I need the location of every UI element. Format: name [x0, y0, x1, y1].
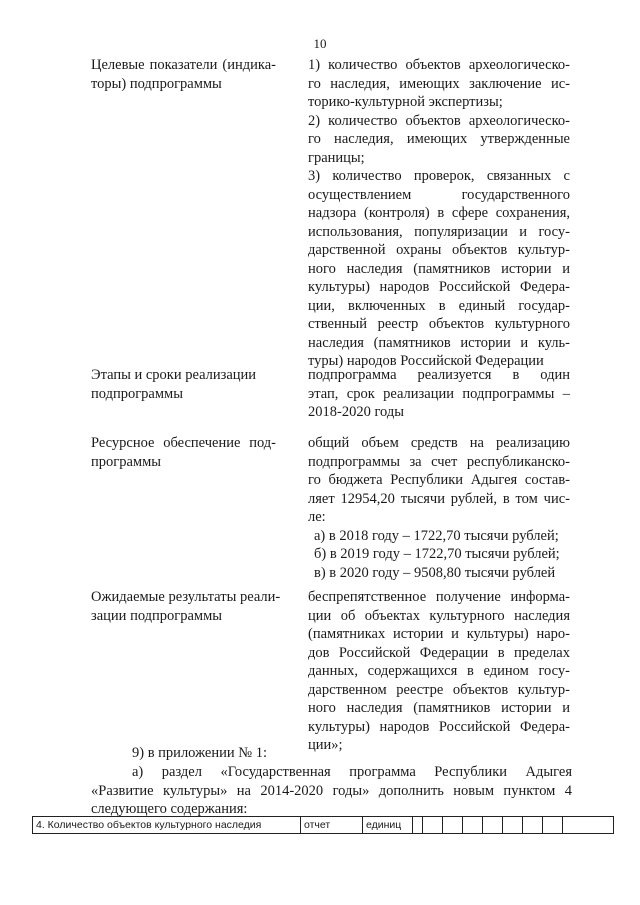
value-line: надзора (контроля) в сфере сохранения,	[308, 205, 570, 221]
paragraph-line: «Развитие культуры» на 2014-2020 годы» дополнить новым пунктом 4	[91, 782, 572, 799]
value-line: дов Российской Федерации в пределах	[308, 644, 570, 661]
table-cell-empty	[563, 817, 591, 833]
value-line: а) в 2018 году – 1722,70 тысячи рублей;	[314, 527, 559, 544]
section-value-target-indicators	[308, 56, 570, 371]
value-line: данных, содержащихся в едином госу-	[308, 663, 570, 679]
value-line: границы;	[308, 149, 365, 166]
table-cell-empty	[503, 817, 523, 833]
table-cell-empty	[443, 817, 463, 833]
value-line: подпрограмма реализуется в один	[308, 367, 570, 383]
label-line: подпрограммы	[91, 385, 183, 402]
value-line: 1) количество объектов археологическо-	[308, 57, 570, 73]
label-line: Этапы и сроки реализации	[91, 367, 257, 383]
table-cell-empty	[463, 817, 483, 833]
value-line: го бюджета Республики Адыгея состав-	[308, 472, 570, 488]
section-label-target-indicators	[91, 56, 276, 93]
value-line: туры) народов Российской Федерации	[308, 353, 544, 369]
paragraph-a	[91, 763, 572, 819]
value-line: культуры) народов Российской Федера-	[308, 718, 570, 735]
value-line: ле:	[308, 509, 326, 525]
value-line: дарственной охраны объектов культур-	[308, 242, 570, 258]
table-cell-unit: единиц	[363, 817, 413, 833]
value-line: ции»;	[308, 737, 343, 753]
table-cell-empty	[523, 817, 543, 833]
value-line: дарственном реестре объектов культур-	[308, 681, 570, 698]
value-line: го наследия, имеющих утвержденные	[308, 131, 570, 147]
label-line: Целевые показатели (индика-	[91, 57, 276, 73]
value-line: культуры) народов Российской Федера-	[308, 279, 570, 295]
label-line: торы) подпрограммы	[91, 75, 222, 92]
table-cell-empty	[543, 817, 563, 833]
value-line: этап, срок реализации подпрограммы –	[308, 385, 570, 402]
value-line: наследия (памятников истории и куль-	[308, 334, 570, 351]
value-line: 2018-2020 годы	[308, 404, 404, 420]
value-line: ции, включенных в единый государ-	[308, 297, 570, 314]
value-line: подпрограммы за счет республиканско-	[308, 453, 570, 470]
table-row	[32, 816, 614, 834]
table-cell-name: 4. Количество объектов культурного наследия	[33, 817, 301, 833]
table-cell-empty	[413, 817, 423, 833]
label-line: зации подпрограммы	[91, 607, 223, 624]
table-cell-empty	[423, 817, 443, 833]
label-line: Ожидаемые результаты реали-	[91, 589, 281, 605]
paragraph-line: а) раздел «Государственная программа Республики Адыгея	[132, 764, 572, 780]
section-label-resources	[91, 434, 276, 471]
table-cell-source: отчет	[301, 817, 363, 833]
table-cell-empty	[483, 817, 503, 833]
value-line: б) в 2019 году – 1722,70 тысячи рублей;	[314, 546, 560, 562]
paragraph-line: 9) в приложении № 1:	[132, 745, 267, 761]
section-value-stages	[308, 366, 570, 422]
value-line: ции об объектах культурного наследия	[308, 607, 570, 624]
page-number: 10	[313, 36, 327, 51]
value-line: 3) количество проверок, связанных с	[308, 168, 570, 184]
value-line: беспрепятственное получение информа-	[308, 589, 570, 605]
value-line: ного наследия (памятников истории и	[308, 260, 570, 277]
value-line: ственный реестр объектов культурного	[308, 316, 570, 332]
paragraph-line: следующего содержания:	[91, 801, 248, 817]
value-line: использования, популяризации и госу-	[308, 223, 570, 240]
value-line: общий объем средств на реализацию	[308, 435, 570, 451]
value-line: ного наследия (памятников истории и	[308, 700, 570, 716]
value-line: ляет 12954,20 тысячи рублей, в том чис-	[308, 490, 570, 507]
section-value-resources	[308, 434, 570, 582]
value-line: 2) количество объектов археологическо-	[308, 112, 570, 129]
value-line: го наследия, имеющих заключение ис-	[308, 75, 570, 92]
value-line: (памятниках истории и культуры) наро-	[308, 626, 570, 642]
section-value-expected-results	[308, 588, 570, 755]
section-label-stages	[91, 366, 276, 403]
value-line: торико-культурной экспертизы;	[308, 94, 503, 110]
paragraph-9	[132, 744, 612, 763]
label-line: Ресурсное обеспечение под-	[91, 435, 276, 451]
value-line: в) в 2020 году – 9508,80 тысячи рублей	[314, 564, 556, 581]
value-line: осуществлением государственного	[308, 186, 570, 203]
label-line: программы	[91, 453, 161, 470]
section-label-expected-results	[91, 588, 281, 625]
